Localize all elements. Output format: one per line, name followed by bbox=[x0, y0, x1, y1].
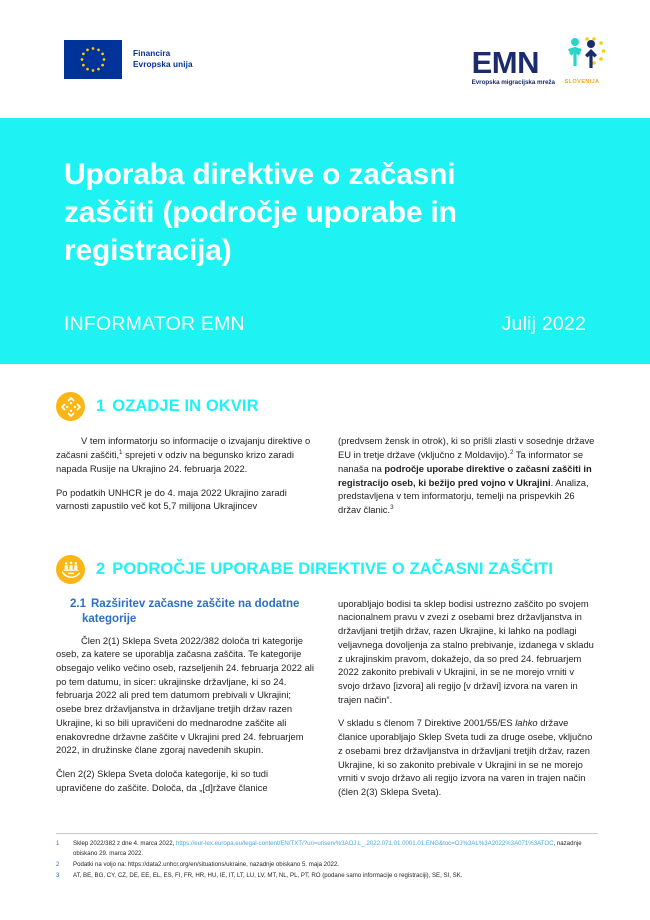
paragraph: uporabljajo bodisi ta sklep bodisi ustrezno zaščito po svojem nacionalnem pravu v zvezi z osebami brez državljanstva in državljani tretjih držav, razen Ukrajine, ki lahko na podlagi veljavnega dovoljenja za stalno prebivanje, izdanega v skladu z ukrajinskim pravom, dokažejo, da so pred 24. februarjem 2022 zakonito prebivali v Ukrajini, in se ne morejo vrniti v svojo državo [izvora] ali regijo [v državi] izvora na varen in trajen način“. bbox=[338, 597, 594, 705]
text-run: sprejeti v odziv na begunsko krizo zaradi napada Rusije na Ukrajino 24. februarja 2022. bbox=[56, 449, 294, 474]
text-run: V skladu s členom 7 Direktive 2001/55/ES bbox=[338, 717, 516, 729]
paragraph bbox=[338, 716, 598, 798]
footnote-ref[interactable]: 1 bbox=[119, 448, 123, 456]
section-2-columns bbox=[56, 597, 598, 809]
section-heading-1 bbox=[56, 392, 598, 421]
section-1-left-column bbox=[56, 434, 316, 526]
content-area bbox=[0, 392, 650, 808]
text-run: , nazadnje obiskano 29. marca 2022. bbox=[73, 840, 582, 857]
footnote-text: Podatki na voljo na: https://data2.unhcr.org/en/situations/ukraine, nazadnje obiskano 5. maja 2022. bbox=[73, 860, 339, 868]
eu-funding-line2: Evropska unija bbox=[133, 60, 193, 69]
emn-emblem-block bbox=[558, 33, 606, 86]
hero-band bbox=[0, 118, 650, 364]
footnote-number: 3 bbox=[56, 871, 60, 879]
emphasis-text: področje uporabe direktive o začasni zaščiti in registracijo oseb, ki bežijo pred vojno v Ukrajini bbox=[338, 462, 592, 488]
footnote-text bbox=[73, 839, 598, 857]
section-1-number: 1 bbox=[96, 397, 106, 416]
footnote-item bbox=[56, 860, 598, 869]
text-run: V tem informatorju so informacije o izvajanju direktive o začasni zaščiti, bbox=[56, 435, 311, 461]
footnote-ref[interactable]: 3 bbox=[390, 503, 394, 511]
paragraph: Po podatkih UNHCR je do 4. maja 2022 Ukrajino zaradi varnosti zapustilo več kot 5,7 milijona Ukrajincev bbox=[56, 486, 287, 512]
emn-logo bbox=[472, 33, 606, 86]
footnote-number: 1 bbox=[56, 840, 60, 848]
footnote-number: 2 bbox=[56, 860, 60, 868]
document-type-label: INFORMATOR EMN bbox=[64, 313, 245, 336]
hero-meta bbox=[64, 313, 586, 336]
section-1-label: OZADJE IN OKVIR bbox=[112, 397, 259, 416]
section-1-right-column bbox=[338, 434, 598, 526]
footnote-link[interactable]: https://eur-lex.europa.eu/legal-content/EN/TXT/?uri=uriserv%3AOJ.L_.2022.071.01.0001.01.ENG&toc=OJ%3AL%3A2022%3A071%3ATOC bbox=[176, 840, 554, 848]
paragraph bbox=[56, 434, 316, 475]
four-arrows-icon bbox=[56, 392, 85, 421]
section-1-title bbox=[96, 397, 259, 416]
emn-wordmark-block bbox=[471, 45, 555, 86]
text-run: (predvsem žensk in otrok), ki so prišli zlasti v sosednje države EU in tretje države (vključno z Moldavijo). bbox=[338, 435, 595, 461]
text-run: Sklep 2022/382 z dne 4. marca 2022, bbox=[73, 840, 176, 848]
people-in-hand-icon bbox=[56, 555, 85, 584]
footnote-item bbox=[56, 839, 598, 857]
footnotes-block bbox=[56, 833, 598, 882]
section-2-label: PODROČJE UPORABE DIREKTIVE O ZAČASNI ZAŠČITI bbox=[112, 559, 554, 578]
eu-funding-line1: Financira bbox=[133, 48, 171, 58]
section-2-right-column bbox=[338, 597, 598, 809]
eu-funding-text bbox=[133, 48, 193, 70]
paragraph: Člen 2(1) Sklepa Sveta 2022/382 določa tri kategorije oseb, za katere se uporablja začasna zaščita. Te kategorije obsegajo veliko večino oseb, razseljenih 24. februarja 2022 ali po tem datumu, in sicer: ukrajinske državljane, ki so 24. februarja 2022 ali pred tem datumom prebivali v Ukrajini; osebe brez državljanstva in državljane tretjih držav razen Ukrajine, ki so bili upravičeni do mednarodne zaščite ali enakovredne državne zaščite v Ukrajini pred 24. februarjem 2022, in družinske člane zgoraj navedenih skupin. bbox=[56, 634, 314, 756]
subsection-label: Razširitev začasne zaščite na dodatne kategorije bbox=[82, 597, 300, 625]
paragraph: Člen 2(2) Sklepa Sveta določa kategorije, ki so tudi upravičene do zaščite. Določa, da „[d]ržave članice bbox=[56, 768, 269, 793]
section-2-title bbox=[96, 560, 553, 579]
eu-funding-logo bbox=[64, 40, 193, 79]
section-2-number: 2 bbox=[96, 559, 106, 578]
publication-date: Julij 2022 bbox=[501, 313, 586, 336]
section-1-columns bbox=[56, 434, 598, 526]
page-title: Uporaba direktive o začasni zaščiti (področje uporabe in registracija) bbox=[64, 158, 457, 267]
eu-flag-icon bbox=[64, 40, 122, 79]
italic-text: lahko bbox=[515, 717, 538, 729]
subsection-number: 2.1 bbox=[70, 597, 86, 610]
section-heading-2 bbox=[56, 555, 598, 584]
section-2-left-column bbox=[56, 597, 316, 809]
text-run: države članice uporabljajo Sklep Sveta tudi za druge osebe, vključno z osebami brez državljanstva in državljani tretjih držav, razen Ukrajine, ki so zakonito prebivale v Ukrajini in se ne morejo vrniti v svojo državo ali regijo izvora na varen in trajen način (člen 2(3) Sklepa Sveta). bbox=[338, 717, 593, 798]
emn-wordmark: EMN bbox=[471, 45, 539, 81]
paragraph bbox=[338, 434, 598, 516]
footnote-text: AT, BE, BG, CY, CZ, DE, EE, EL, ES, FI, FR, HR, HU, IE, IT, LT, LU, LV, MT, NL, PL, PT, RO (podane samo informacije o registraciji), SE, SI, SK. bbox=[73, 871, 463, 879]
footnote-divider bbox=[56, 833, 598, 834]
subsection-2-1-heading bbox=[56, 597, 316, 627]
text-run: . Analiza, predstavljena v tem informatorju, temelji na prispevkih 26 držav članic. bbox=[338, 476, 589, 515]
emn-subtitle: Evropska migracijska mreža bbox=[471, 78, 555, 86]
footnote-ref[interactable]: 2 bbox=[509, 448, 514, 456]
emn-people-stars-icon bbox=[558, 33, 606, 78]
logo-bar bbox=[0, 0, 650, 118]
footnote-item bbox=[56, 871, 598, 880]
emn-country-label: SLOVENIJA bbox=[564, 78, 600, 85]
text-run: Ta informator se nanaša na bbox=[338, 449, 584, 474]
